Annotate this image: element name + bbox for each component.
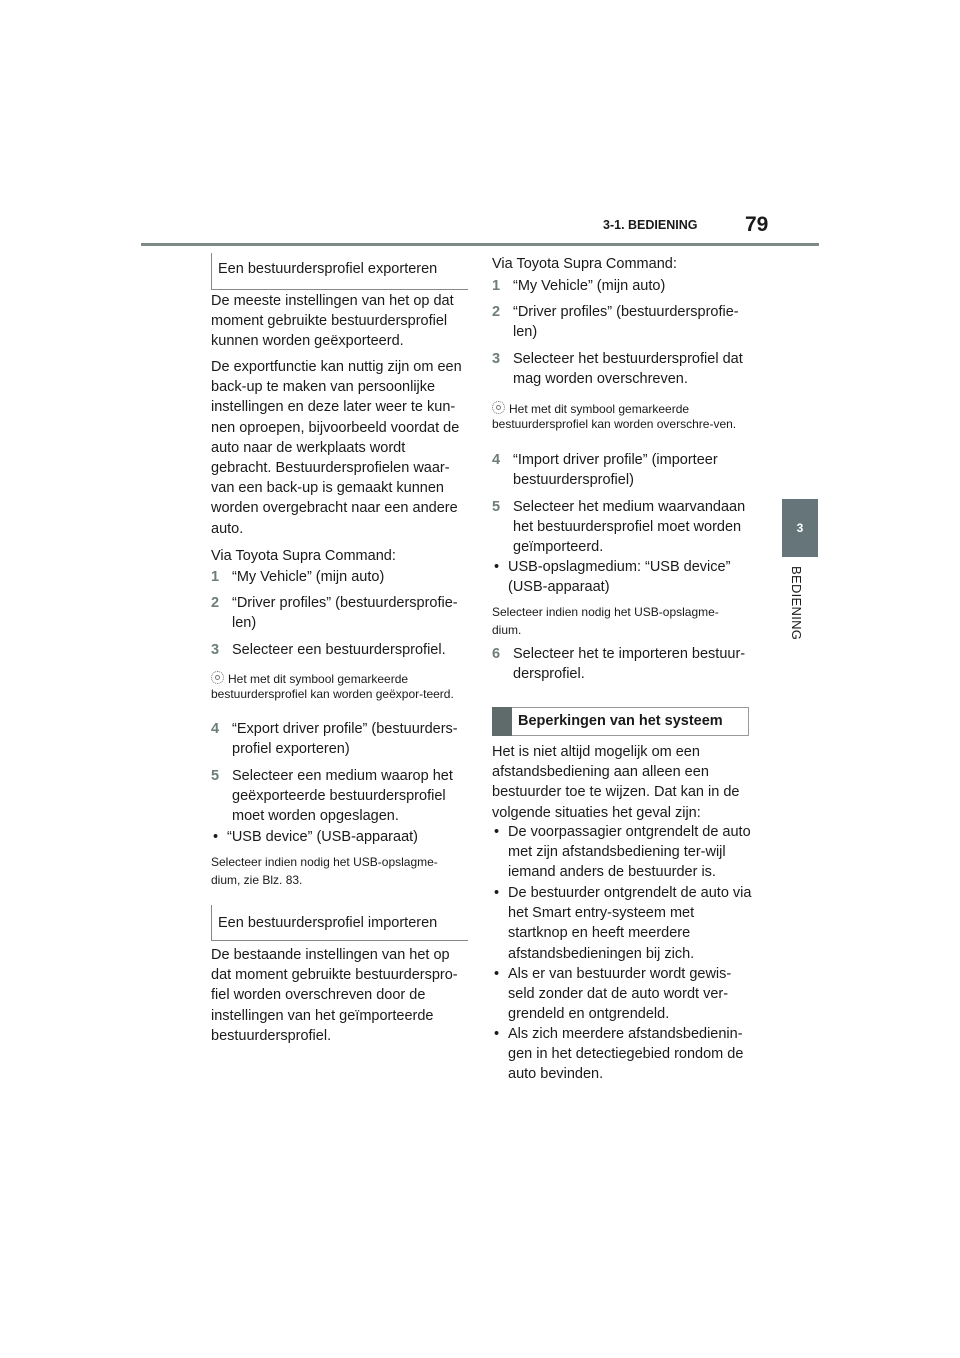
small-note: Selecteer indien nodig het USB-opslagme-dium, zie Blz. 83. <box>211 855 438 887</box>
chapter-label: BEDIENING <box>789 566 804 641</box>
paragraph: Via Toyota Supra Command: <box>211 548 396 564</box>
heading-text: Beperkingen van het systeem <box>518 713 723 729</box>
heading-export: Een bestuurdersprofiel exporteren <box>211 253 468 290</box>
paragraph: De meeste instellingen van het op dat moment gebruikte bestuurdersprofiel kunnen worden geëxporteerd. <box>211 293 454 350</box>
heading-import: Een bestuurdersprofiel importeren <box>211 905 468 941</box>
paragraph: De bestaande instellingen van het op dat moment gebruikte bestuurderspro-fiel worden overschreven door de instellingen van het geïmporteerde bestuurdersprofiel. <box>211 947 458 1044</box>
paragraph: Via Toyota Supra Command: <box>492 256 677 272</box>
heading-marker <box>492 707 512 736</box>
note: Het met dit symbool gemarkeerde bestuurdersprofiel kan worden geëxpor-teerd. <box>211 672 454 701</box>
manual-page: 3-1. BEDIENING 79 3 BEDIENING Een bestuurdersprofiel exporteren De meeste instellingen van het op dat moment gebruikte bestuurdersprofiel kunnen worden geëxporteerd. De exportfunctie kan nuttig zijn om een back-up te maken van persoonlijke instellingen en deze later weer te kun-nen oproepen, bijvoorbeeld voordat de auto naar de werkplaats wordt gebracht. Bestuurdersprofielen waar-van een back-up is gemaakt kunnen worden overgebracht naar een andere auto. Via Toyota Supra Command: 1 “My Vehicle” (mijn auto) 2 “Driver profiles” (bestuurdersprofie-len) 3 Selecteer een bestuurdersprofiel. Het met dit symbool gemarkeerde bestuurdersprofiel kan worden geëxpor-teerd. 4 “Export driver profile” (bestuurders-profiel exporteren) 5 Selecteer een medium waarop het geëxporteerde bestuurdersprofiel moet worden opgeslagen. • “USB device” (USB-apparaat) Selecteer indien nodig het USB-opslagme-dium, zie Blz. 83. Een bestuurdersprofiel importeren De bestaande instellingen van het op dat moment gebruikte bestuurderspro-fiel worden overschreven door de instellingen van het geïmporteerde bestuurdersprofiel. Via Toyota Supra Command: 1 “My Vehicle” (mijn auto) 2 “Driver profiles” (bestuurdersprofie-len) 3 Selecteer het bestuurdersprofiel dat mag worden overschreven. Het met dit symbool gemarkeerde bestuurdersprofiel kan worden overschre-ven. 4 “Import driver profile” (importeer bestuurdersprofiel) 5 Selecteer het medium waarvandaan het bestuurdersprofiel moet worden geïmporteerd. • USB-opslagmedium: “USB device” (USB-apparaat) Selecteer indien nodig het USB-opslagme-dium. 6 Selecteer het te importeren bestuur-dersprofiel. Beperkingen van het systeem Het is niet altijd mogelijk om een afstandsbediening aan alleen een bestuurder toe te wijzen. Dat kan in de volgende situaties het geval zijn: • De voorpassagier ontgrendelt de auto met zijn afstandsbediening ter-wijl iemand anders de bestuurder is. • De bestuurder ontgrendelt de auto via het Smart entry-systeem met startknop en heeft meerdere afstandsbedieningen bij zich. • Als er van bestuurder wordt gewis-seld zonder dat de auto wordt ver-grendeld en ontgrendeld. • Als zich meerdere afstandsbedienin-gen in het detectiegebied rondom de auto bevinden. <box>0 0 960 1358</box>
header-rule <box>141 243 819 246</box>
gear-icon <box>211 671 224 684</box>
chapter-tab: 3 <box>782 499 818 557</box>
paragraph: De exportfunctie kan nuttig zijn om een back-up te maken van persoonlijke instellingen en deze later weer te kun-nen oproepen, bijvoorbeeld voordat de auto naar de werkplaats wordt gebracht. Bestuurdersprofielen waar-van een back-up is gemaakt kunnen worden overgebracht naar een andere auto. <box>211 359 462 537</box>
section-title: 3-1. BEDIENING <box>603 218 698 232</box>
gear-icon <box>492 401 505 414</box>
small-note: Selecteer indien nodig het USB-opslagme-dium. <box>492 605 719 637</box>
page-number: 79 <box>745 213 769 236</box>
note: Het met dit symbool gemarkeerde bestuurdersprofiel kan worden overschre-ven. <box>492 402 737 431</box>
paragraph: Het is niet altijd mogelijk om een afstandsbediening aan alleen een bestuurder toe te wijzen. Dat kan in de volgende situaties het geval zijn: <box>492 744 740 821</box>
heading-limitations <box>492 707 749 736</box>
